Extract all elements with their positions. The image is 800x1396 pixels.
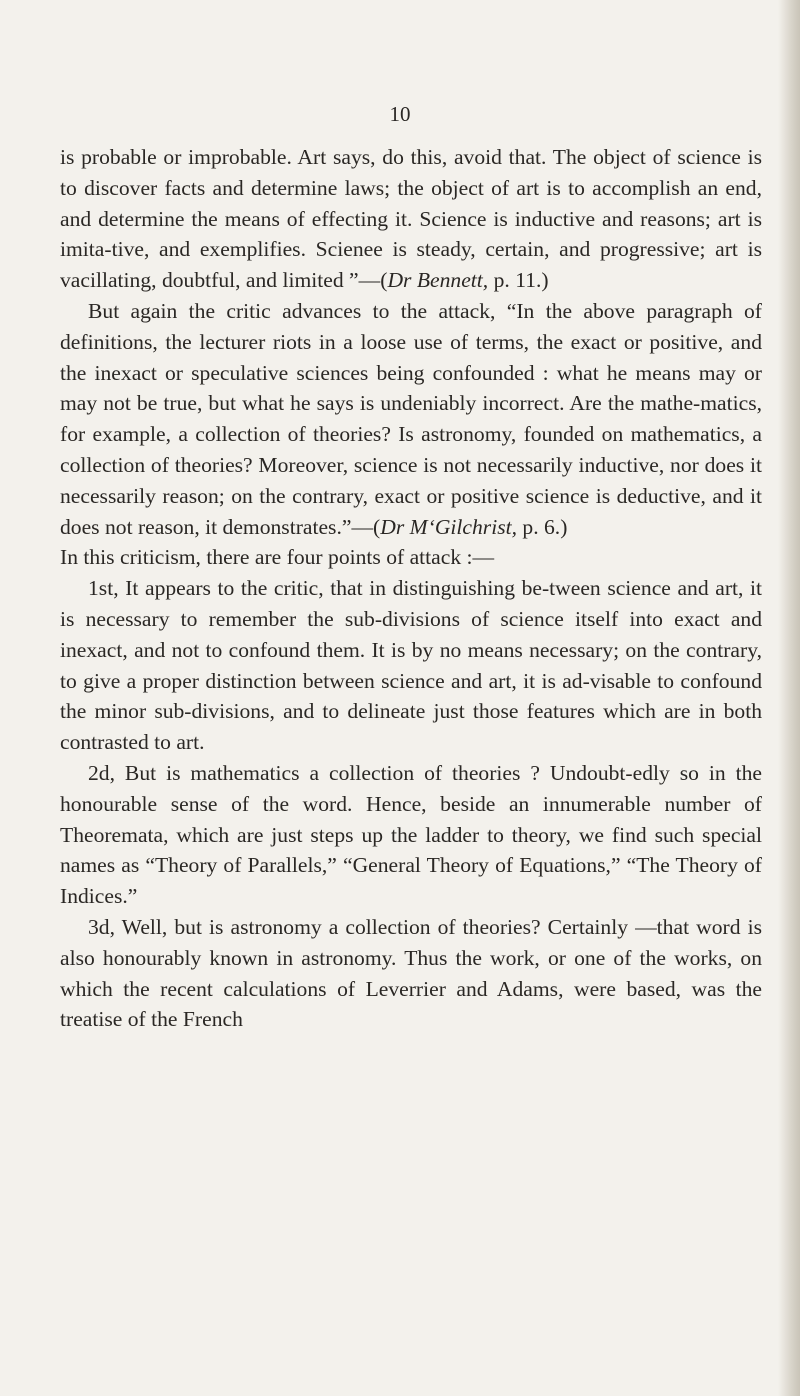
paragraph-3: In this criticism, there are four points of attack :—: [60, 545, 495, 570]
page-edge-shadow: [778, 0, 800, 1396]
paragraph-2: [60, 296, 762, 542]
paragraph-1: [60, 142, 762, 296]
citation-bennett: (Dr Bennett, p. 11.): [380, 268, 549, 293]
citation-author: Dr M‘Gilchrist,: [380, 514, 518, 539]
paragraph-5: 2d, But is mathematics a collection of theories ? Undoubt-edly so in the honourable sense of the word. Hence, beside an innumerable number of Theoremata, which are just steps up the ladder to theory, we find such special names as “Theory of Parallels,” “General Theory of Equations,” “The Theory of Indices.”: [60, 760, 762, 909]
citation-author: Dr Bennett,: [387, 268, 489, 293]
paragraph-4: 1st, It appears to the critic, that in distinguishing be-tween science and art, it is necessary to remember the sub-divisions of science itself into exact and inexact, and not to confound them. It is by no means necessary; on the contrary, to give a proper distinction between science and art, it is ad-visable to confound the minor sub-divisions, and to delineate just those features which are in both contrasted to art.: [60, 576, 762, 755]
paragraph-2-text: But again the critic advances to the attack, “In the above paragraph of definitions, the lecturer riots in a loose use of terms, the exact or positive, and the inexact or speculative sciences being confounded : what he means may or may not be true, but what he says is undeniably incorrect. Are the mathe-matics, for example, a collection of theories? Is astronomy, founded on mathematics, a collection of theories? Moreover, science is not necessarily inductive, nor does it necessarily reason; on the contrary, exact or positive science is deductive, and it does not reason, it demonstrates.”—: [60, 298, 762, 539]
paragraph-1-text: is probable or improbable. Art says, do this, avoid that. The object of science is to discover facts and determine laws; the object of art is to accomplish an end, and determine the means of effecting it. Science is inductive and reasons; art is imita-tive, and exemplifies. Scienee is steady, certain, and progressive; art is vacillating, doubtful, and limited ”—: [60, 145, 762, 293]
paragraph-6: 3d, Well, but is astronomy a collection of theories? Certainly —that word is also honourably known in astronomy. Thus the work, or one of the works, on which the recent calculations of Leverrier and Adams, were based, was the treatise of the French: [60, 914, 762, 1032]
page-number: 10: [389, 102, 411, 126]
citation-gilchrist: (Dr M‘Gilchrist, p. 6.): [373, 514, 568, 539]
page-body-text: [60, 142, 762, 1035]
